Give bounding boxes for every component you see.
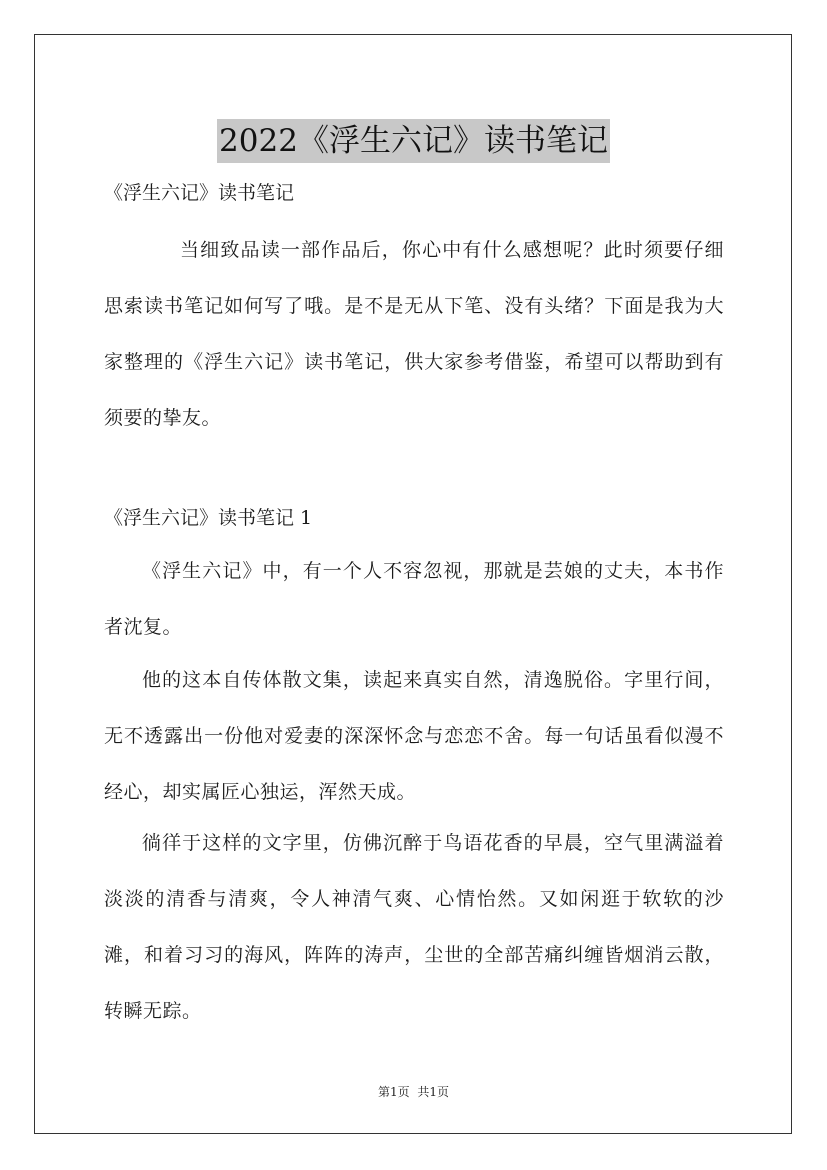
intro-paragraph: 当细致品读一部作品后，你心中有什么感想呢？此时须要仔细思索读书笔记如何写了哦。是不是无从下笔、没有头绪？下面是我为大家整理的《浮生六记》读书笔记，供大家参考借鉴，希望可以帮助到有须要的挚友。 (104, 239, 724, 429)
body-paragraph-3: 徜徉于这样的文字里，仿佛沉醉于鸟语花香的早晨，空气里满溢着淡淡的清香与清爽，令人神清气爽、心情怡然。又如闲逛于软软的沙滩，和着习习的海风，阵阵的涛声，尘世的全部苦痛纠缠皆烟消云散，转瞬无踪。 (104, 832, 724, 1022)
document-subtitle: 《浮生六记》读书笔记 (104, 182, 295, 204)
section-heading: 《浮生六记》读书笔记 1 (104, 507, 313, 529)
title-wrap (0, 98, 827, 184)
body-paragraph-1: 《浮生六记》中，有一个人不容忽视，那就是芸娘的丈夫，本书作者沈复。 (104, 560, 724, 638)
page-number-total: 共1页 (417, 1085, 449, 1099)
body-paragraph-2: 他的这本自传体散文集，读起来真实自然，清逸脱俗。字里行间，无不透露出一份他对爱妻的深深怀念与恋恋不舍。每一句话虽看似漫不经心，却实属匠心独运，浑然天成。 (104, 669, 724, 803)
document-title: 2022《浮生六记》读书笔记 (217, 119, 610, 163)
page-footer (0, 1083, 827, 1101)
page-number-current: 第1页 (378, 1085, 410, 1099)
